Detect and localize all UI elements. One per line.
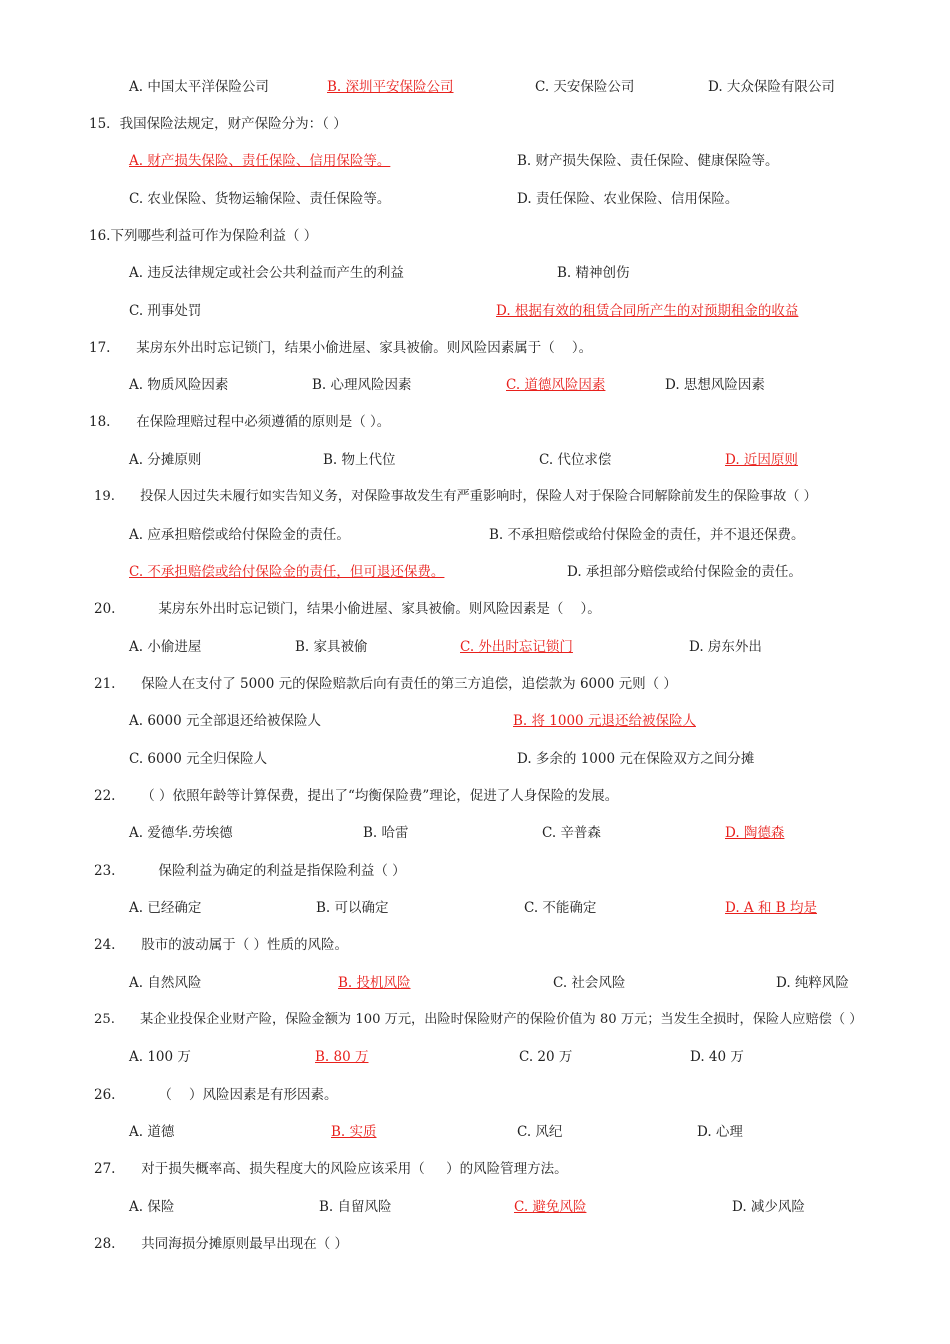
q21-option-c: C. 6000 元全归保险人 xyxy=(129,751,268,767)
q18-option-a: A. 分摊原则 xyxy=(129,452,202,468)
q28-stem: 28. 共同海损分摊原则最早出现在（ ） xyxy=(94,1236,349,1252)
q19-option-b: B. 不承担赔偿或给付保险金的责任，并不退还保费。 xyxy=(489,527,805,543)
q19-stem: 19. 投保人因过失未履行如实告知义务，对保险事故发生有严重影响时，保险人对于保险合同解除前发生的保险事故（ ） xyxy=(94,489,817,504)
q18-option-b: B. 物上代位 xyxy=(323,452,396,468)
q27-option-d: D. 减少风险 xyxy=(732,1199,805,1215)
q23-option-b: B. 可以确定 xyxy=(316,900,389,916)
q16-option-a: A. 违反法律规定或社会公共利益而产生的利益 xyxy=(129,265,404,281)
q15-option-b: B. 财产损失保险、责任保险、健康保险等。 xyxy=(517,153,779,169)
q16-stem: 16.下列哪些利益可作为保险利益（ ） xyxy=(89,228,318,244)
q17-option-c-answer: C. 道德风险因素 xyxy=(506,377,606,393)
q25-stem: 25. 某企业投保企业财产险，保险金额为 100 万元，出险时保险财产的保险价值为 80 万元；当发生全损时，保险人应赔偿（ ） xyxy=(94,1012,863,1027)
q25-option-d: D. 40 万 xyxy=(690,1049,744,1065)
q17-stem: 17. 某房东外出时忘记锁门，结果小偷进屋、家具被偷。则风险因素属于（ ）。 xyxy=(89,340,593,356)
q26-option-a: A. 道德 xyxy=(129,1124,175,1140)
q20-option-c-answer: C. 外出时忘记锁门 xyxy=(460,639,573,655)
q27-stem: 27. 对于损失概率高、损失程度大的风险应该采用（ ）的风险管理方法。 xyxy=(94,1161,568,1177)
q14-option-a: A. 中国太平洋保险公司 xyxy=(129,79,269,95)
q25-option-a: A. 100 万 xyxy=(129,1049,191,1065)
q24-option-b-answer: B. 投机风险 xyxy=(338,975,411,991)
q20-stem: 20. 某房东外出时忘记锁门，结果小偷进屋、家具被偷。则风险因素是（ ）。 xyxy=(94,601,601,617)
q21-stem: 21. 保险人在支付了 5000 元的保险赔款后向有责任的第三方追偿，追偿款为 6000 元则（ ） xyxy=(94,676,677,692)
q14-option-d: D. 大众保险有限公司 xyxy=(708,79,835,95)
q23-option-c: C. 不能确定 xyxy=(524,900,597,916)
q14-option-b-answer: B. 深圳平安保险公司 xyxy=(327,79,454,95)
q19-option-a: A. 应承担赔偿或给付保险金的责任。 xyxy=(129,527,350,543)
q16-option-c: C. 刑事处罚 xyxy=(129,303,202,319)
q17-option-a: A. 物质风险因素 xyxy=(129,377,229,393)
q20-option-a: A. 小偷进屋 xyxy=(129,639,202,655)
q24-option-d: D. 纯粹风险 xyxy=(776,975,849,991)
q23-stem: 23. 保险利益为确定的利益是指保险利益（ ） xyxy=(94,863,406,879)
q20-option-b: B. 家具被偷 xyxy=(295,639,368,655)
q21-option-d: D. 多余的 1000 元在保险双方之间分摊 xyxy=(517,751,755,767)
q20-option-d: D. 房东外出 xyxy=(689,639,762,655)
q22-option-b: B. 哈雷 xyxy=(363,825,409,841)
q15-stem: 15．我国保险法规定，财产保险分为：（ ） xyxy=(89,116,347,132)
q19-option-c-answer: C. 不承担赔偿或给付保险金的责任，但可退还保费。 xyxy=(129,564,445,580)
q18-option-c: C. 代位求偿 xyxy=(539,452,612,468)
q25-option-c: C. 20 万 xyxy=(519,1049,573,1065)
q22-option-c: C. 辛普森 xyxy=(542,825,601,841)
q21-option-a: A. 6000 元全部退还给被保险人 xyxy=(129,713,321,729)
document-page xyxy=(75,72,875,1257)
q27-option-c-answer: C. 避免风险 xyxy=(514,1199,587,1215)
q23-option-d-answer: D. A 和 B 均是 xyxy=(725,900,817,916)
q18-stem: 18. 在保险理赔过程中必须遵循的原则是（ ）。 xyxy=(89,414,391,430)
q18-option-d-answer: D. 近因原则 xyxy=(725,452,798,468)
q23-option-a: A. 已经确定 xyxy=(129,900,202,916)
q22-option-d-answer: D. 陶德森 xyxy=(725,825,785,841)
q14-option-c: C. 天安保险公司 xyxy=(535,79,635,95)
q25-option-b-answer: B. 80 万 xyxy=(315,1049,369,1065)
q19-option-d: D. 承担部分赔偿或给付保险金的责任。 xyxy=(567,564,802,580)
q17-option-d: D. 思想风险因素 xyxy=(665,377,765,393)
q27-option-a: A. 保险 xyxy=(129,1199,175,1215)
q24-option-c: C. 社会风险 xyxy=(553,975,626,991)
q15-option-d: D. 责任保险、农业保险、信用保险。 xyxy=(517,191,739,207)
q22-option-a: A. 爱德华.劳埃德 xyxy=(129,825,233,841)
q26-option-c: C. 风纪 xyxy=(517,1124,563,1140)
q15-option-a-answer: A. 财产损失保险、责任保险、信用保险等。 xyxy=(129,153,391,169)
q16-option-b: B. 精神创伤 xyxy=(557,265,630,281)
q22-stem: 22. （ ）依照年龄等计算保费，提出了“均衡保险费”理论，促进了人身保险的发展。 xyxy=(94,788,619,804)
q26-option-b-answer: B. 实质 xyxy=(331,1124,377,1140)
q16-option-d-answer: D. 根据有效的租赁合同所产生的对预期租金的收益 xyxy=(496,303,799,319)
q26-option-d: D. 心理 xyxy=(697,1124,743,1140)
q17-option-b: B. 心理风险因素 xyxy=(312,377,412,393)
q15-option-c: C. 农业保险、货物运输保险、责任保险等。 xyxy=(129,191,391,207)
q26-stem: 26. （ ）风险因素是有形因素。 xyxy=(94,1087,338,1103)
q27-option-b: B. 自留风险 xyxy=(319,1199,392,1215)
q21-option-b-answer: B. 将 1000 元退还给被保险人 xyxy=(513,713,696,729)
q24-option-a: A. 自然风险 xyxy=(129,975,202,991)
q24-stem: 24. 股市的波动属于（ ）性质的风险。 xyxy=(94,937,349,953)
